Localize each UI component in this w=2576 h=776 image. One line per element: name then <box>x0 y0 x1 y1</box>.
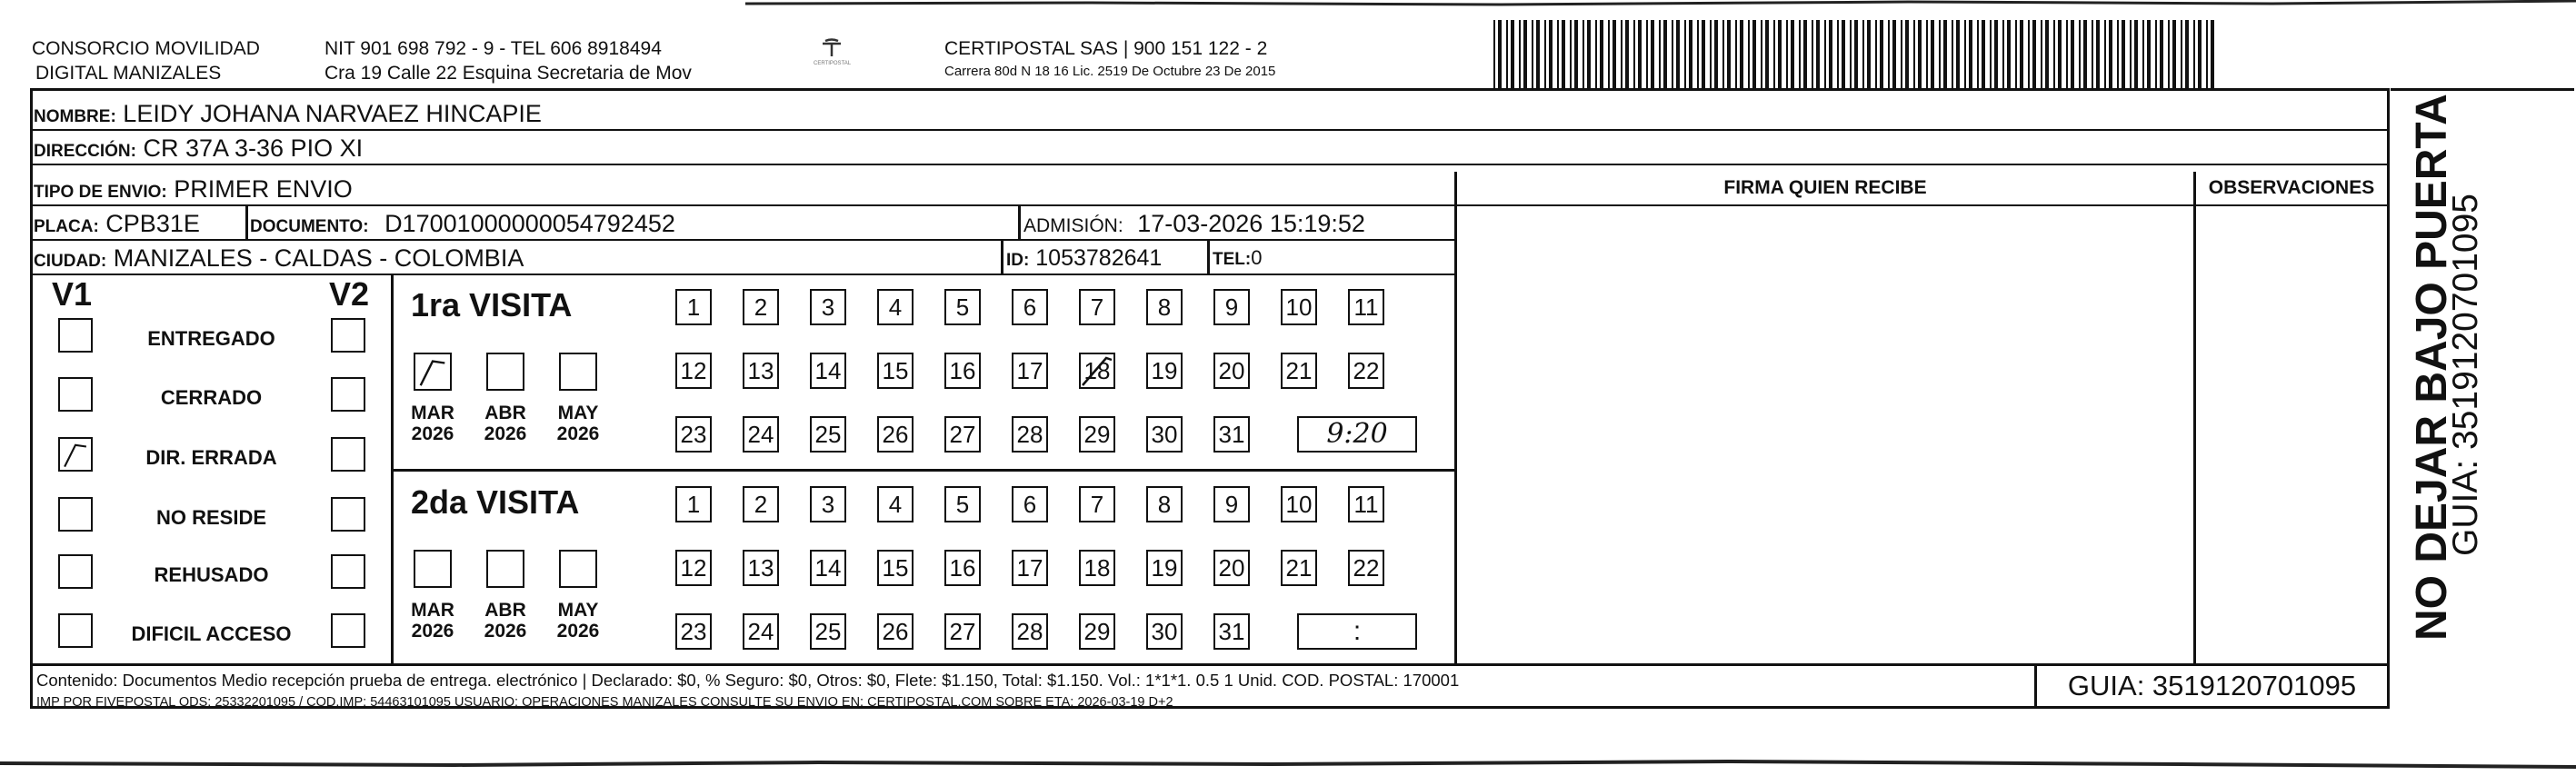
day-cell[interactable]: 28 <box>1012 613 1048 650</box>
day-cell[interactable]: 5 <box>944 289 981 325</box>
barcode-bar <box>2147 20 2151 88</box>
month-name: MAR <box>411 403 454 423</box>
barcode-bar <box>1862 20 1864 88</box>
barcode-bar <box>1532 20 1533 88</box>
barcode-bar <box>1875 20 1877 88</box>
day-cell[interactable]: 11 <box>1348 289 1384 325</box>
barcode-bar <box>1735 20 1737 88</box>
imp-text: IMP POR FIVEPOSTAL ODS: 25332201095 / COD.IMP: 54463101095 USUARIO: OPERACIONES MANIZALES CONSULTE SU ENVIO EN: CERTIPOSTAL.COM SOBRE ETA: 2026-03-19 D+2 <box>36 695 1173 710</box>
status-v2-checkbox[interactable] <box>331 437 365 472</box>
barcode-bar <box>1689 20 1692 88</box>
documento-field: DOCUMENTO: D17001000000054792452 <box>250 210 675 237</box>
barcode-bar <box>1676 20 1680 88</box>
courier-info <box>944 36 1275 79</box>
day-cell[interactable]: 20 <box>1213 550 1250 586</box>
day-cell[interactable]: 10 <box>1281 289 1317 325</box>
day-cell[interactable]: 6 <box>1012 486 1048 522</box>
day-cell[interactable]: 26 <box>877 416 914 453</box>
barcode-bar <box>2083 20 2087 88</box>
barcode-bar <box>1549 20 1553 88</box>
barcode-bar <box>1684 20 1686 88</box>
nit-line: NIT 901 698 792 - 9 - TEL 606 8918494 <box>324 38 662 59</box>
status-v2-checkbox[interactable] <box>331 377 365 412</box>
day-cell[interactable]: 13 <box>743 353 779 389</box>
month-checkbox[interactable] <box>559 550 597 588</box>
status-v1-checkbox[interactable] <box>58 613 93 648</box>
barcode-bar <box>1761 20 1762 88</box>
barcode-bar <box>1621 20 1622 88</box>
month-checkbox[interactable] <box>414 550 452 588</box>
consortium-line1: CONSORCIO MOVILIDAD <box>32 38 260 59</box>
firma-header: FIRMA QUIEN RECIBE <box>1457 172 2193 206</box>
barcode-bar <box>2155 20 2157 88</box>
barcode-bar <box>1625 20 1629 88</box>
day-cell[interactable]: 27 <box>944 416 981 453</box>
barcode-bar <box>1799 20 1801 88</box>
barcode-bar <box>1791 20 1794 88</box>
day-cell[interactable]: 31 <box>1213 613 1250 650</box>
barcode-bar <box>1905 20 1909 88</box>
observaciones-header: OBSERVACIONES <box>2196 172 2387 206</box>
top-edge <box>0 0 2576 9</box>
barcode-bar <box>2211 20 2214 88</box>
barcode-bar <box>2130 20 2132 88</box>
month-label <box>401 600 464 642</box>
barcode-bar <box>1506 20 1508 88</box>
barcode-bar <box>2058 20 2062 88</box>
status-option-label: NO RESIDE <box>155 506 267 529</box>
documento-value: D17001000000054792452 <box>384 210 675 237</box>
barcode-bar <box>1880 20 1883 88</box>
month-year: 2026 <box>411 621 454 642</box>
barcode-bar <box>1498 20 1502 88</box>
signature-area[interactable] <box>1457 206 2192 661</box>
barcode-bar <box>2015 20 2017 88</box>
day-cell[interactable]: 23 <box>675 613 712 650</box>
day-cell[interactable]: 15 <box>877 550 914 586</box>
day-cell[interactable]: 30 <box>1146 613 1183 650</box>
status-v1-checkbox[interactable] <box>58 377 93 412</box>
day-cell[interactable]: 14 <box>810 550 846 586</box>
side-guia: GUIA: 3519120701095 <box>2446 194 2485 556</box>
barcode-bar <box>2109 20 2112 88</box>
barcode-bar <box>1888 20 1890 88</box>
tel-value: 0 <box>1251 246 1263 269</box>
day-cell[interactable]: 18 <box>1079 550 1115 586</box>
day-cell[interactable]: 2 <box>743 486 779 522</box>
row-tipo: TIPO DE ENVIO: PRIMER ENVIO <box>30 172 1457 206</box>
month-checkbox[interactable] <box>486 353 524 391</box>
ciudad-value: MANIZALES - CALDAS - COLOMBIA <box>113 244 524 272</box>
day-cell[interactable]: 12 <box>675 353 712 389</box>
month-name: ABR <box>484 600 526 621</box>
month-name: MAY <box>557 403 599 423</box>
month-year: 2026 <box>484 621 527 642</box>
courier-line: CERTIPOSTAL SAS | 900 151 122 - 2 <box>944 38 1268 59</box>
barcode-bar <box>1511 20 1514 88</box>
day-cell[interactable]: 26 <box>877 613 914 650</box>
status-v2-checkbox[interactable] <box>331 497 365 532</box>
barcode-bar <box>1778 20 1782 88</box>
barcode-bar <box>1969 20 1972 88</box>
observations-area[interactable] <box>2196 206 2387 661</box>
divider-admision <box>1018 206 1021 241</box>
visit-title: 2da VISITA <box>411 483 580 521</box>
month-name: MAR <box>411 600 454 621</box>
consortium-contact <box>324 36 692 85</box>
nombre-value: LEIDY JOHANA NARVAEZ HINCAPIE <box>123 100 542 127</box>
barcode-bar <box>2045 20 2049 88</box>
day-cell[interactable]: 21 <box>1281 550 1317 586</box>
barcode-bar <box>1842 20 1845 88</box>
status-v1-checkbox[interactable] <box>58 318 93 353</box>
day-cell[interactable]: 7 <box>1079 486 1115 522</box>
day-cell[interactable]: 3 <box>810 486 846 522</box>
day-cell[interactable]: 20 <box>1213 353 1250 389</box>
day-cell[interactable]: 23 <box>675 416 712 453</box>
barcode-bar <box>1765 20 1769 88</box>
month-name: ABR <box>484 403 526 423</box>
visit-time-field[interactable]: 9:20 <box>1297 416 1417 453</box>
barcode-bar <box>1697 20 1699 88</box>
month-label <box>474 600 537 642</box>
side-warning: NO DEJAR BAJO PUERTA <box>2408 94 2456 641</box>
day-cell[interactable]: 16 <box>944 353 981 389</box>
barcode-bar <box>2117 20 2119 88</box>
row-placa: PLACA: CPB31E <box>30 206 1457 241</box>
day-cell[interactable]: 9 <box>1213 486 1250 522</box>
barcode-bar <box>1651 20 1654 88</box>
day-cell[interactable]: 12 <box>675 550 712 586</box>
barcode-bar <box>2172 20 2176 88</box>
barcode-bar <box>2198 20 2202 88</box>
barcode-bar <box>1943 20 1947 88</box>
barcode-bar <box>1562 20 1565 88</box>
day-cell[interactable]: 9 <box>1213 289 1250 325</box>
day-mark-icon <box>1079 353 1115 389</box>
month-name: MAY <box>557 600 599 621</box>
barcode-bar <box>1803 20 1807 88</box>
barcode-bar <box>1659 20 1661 88</box>
barcode-bar <box>2020 20 2023 88</box>
row-nombre: NOMBRE: LEIDY JOHANA NARVAEZ HINCAPIE <box>30 96 2390 131</box>
day-cell[interactable]: 11 <box>1348 486 1384 522</box>
admision-field: ADMISIÓN: 17-03-2026 15:19:52 <box>1023 210 1365 237</box>
barcode-bar <box>1824 20 1826 88</box>
barcode-bar <box>2028 20 2030 88</box>
barcode-bar <box>2193 20 2195 88</box>
barcode-bar <box>1587 20 1591 88</box>
month-checkbox[interactable] <box>559 353 597 391</box>
day-cell[interactable]: 13 <box>743 550 779 586</box>
status-v1-checkbox[interactable] <box>58 554 93 589</box>
status-v2-checkbox[interactable] <box>331 554 365 589</box>
day-cell[interactable]: 1 <box>675 486 712 522</box>
month-label <box>401 403 464 444</box>
address-line: Cra 19 Calle 22 Esquina Secretaria de Mov <box>324 63 692 84</box>
barcode-bar <box>2185 20 2189 88</box>
barcode-bar <box>1812 20 1813 88</box>
barcode-bar <box>1854 20 1858 88</box>
day-cell[interactable]: 15 <box>877 353 914 389</box>
barcode-bar <box>2142 20 2144 88</box>
day-cell[interactable]: 5 <box>944 486 981 522</box>
barcode-bar <box>1956 20 1960 88</box>
divider-placa <box>245 206 248 241</box>
divider-tel <box>1207 241 1210 275</box>
day-cell[interactable]: 8 <box>1146 486 1183 522</box>
barcode-bar <box>2092 20 2093 88</box>
barcode-bar <box>1752 20 1756 88</box>
day-cell[interactable]: 8 <box>1146 289 1183 325</box>
month-label <box>546 403 610 444</box>
day-cell[interactable]: 24 <box>743 613 779 650</box>
barcode-bar <box>2122 20 2125 88</box>
day-cell[interactable]: 16 <box>944 550 981 586</box>
barcode-bar <box>1786 20 1788 88</box>
barcode-bar <box>1722 20 1724 88</box>
barcode-bar <box>1727 20 1731 88</box>
barcode-bar <box>1982 20 1985 88</box>
barcode-bar <box>1990 20 1992 88</box>
barcode <box>1493 20 2221 88</box>
day-cell[interactable]: 1 <box>675 289 712 325</box>
barcode-bar <box>1493 20 1495 88</box>
barcode-bar <box>1964 20 1966 88</box>
footer-guia: GUIA: 3519120701095 <box>2067 670 2357 701</box>
status-option-label: ENTREGADO <box>147 327 275 350</box>
barcode-bar <box>2079 20 2081 88</box>
barcode-bar <box>1638 20 1642 88</box>
barcode-bar <box>1702 20 1705 88</box>
barcode-bar <box>1544 20 1546 88</box>
direccion-value: CR 37A 3-36 PIO XI <box>143 134 364 162</box>
barcode-bar <box>2053 20 2055 88</box>
courier-address: Carrera 80d N 18 16 Lic. 2519 De Octubre 23 De 2015 <box>944 64 1276 79</box>
barcode-bar <box>1952 20 1953 88</box>
barcode-bar <box>1600 20 1603 88</box>
barcode-bar <box>1523 20 1527 88</box>
barcode-bar <box>1748 20 1750 88</box>
barcode-bar <box>1710 20 1712 88</box>
tel-field: TEL:0 <box>1213 246 1263 269</box>
id-value: 1053782641 <box>1035 245 1163 271</box>
barcode-bar <box>1583 20 1584 88</box>
barcode-bar <box>1939 20 1941 88</box>
day-cell[interactable]: 25 <box>810 613 846 650</box>
day-cell[interactable]: 19 <box>1146 353 1183 389</box>
barcode-bar <box>1901 20 1902 88</box>
month-year: 2026 <box>556 423 600 444</box>
day-cell[interactable]: 21 <box>1281 353 1317 389</box>
barcode-bar <box>1994 20 1998 88</box>
month-year: 2026 <box>556 621 600 642</box>
barcode-bar <box>1633 20 1635 88</box>
status-v2-checkbox[interactable] <box>331 613 365 648</box>
id-field: ID: 1053782641 <box>1006 245 1163 271</box>
day-cell[interactable]: 4 <box>877 289 914 325</box>
barcode-bar <box>2066 20 2068 88</box>
divider-id <box>1001 241 1003 275</box>
barcode-bar <box>2002 20 2004 88</box>
consortium-line2: DIGITAL MANIZALES <box>35 63 222 84</box>
barcode-bar <box>1574 20 1578 88</box>
barcode-bar <box>1595 20 1597 88</box>
status-v1-checkbox[interactable] <box>58 437 93 472</box>
month-label <box>474 403 537 444</box>
barcode-bar <box>1646 20 1648 88</box>
barcode-bar <box>1816 20 1820 88</box>
status-v2-checkbox[interactable] <box>331 318 365 353</box>
barcode-bar <box>1829 20 1832 88</box>
barcode-bar <box>1867 20 1871 88</box>
divider-visits <box>393 469 1456 472</box>
day-cell[interactable]: 25 <box>810 416 846 453</box>
status-option-label: CERRADO <box>160 386 263 409</box>
bottom-edge <box>0 754 2576 776</box>
row-ciudad: CIUDAD: MANIZALES - CALDAS - COLOMBIA <box>30 241 1457 275</box>
barcode-bar <box>2181 20 2182 88</box>
barcode-bar <box>1850 20 1852 88</box>
row-direccion: DIRECCIÓN: CR 37A 3-36 PIO XI <box>30 131 2390 165</box>
day-cell[interactable]: 22 <box>1348 550 1384 586</box>
barcode-bar <box>2041 20 2042 88</box>
barcode-bar <box>1536 20 1540 88</box>
month-year: 2026 <box>411 423 454 444</box>
barcode-bar <box>2007 20 2011 88</box>
day-cell[interactable]: 10 <box>1281 486 1317 522</box>
barcode-bar <box>1557 20 1559 88</box>
barcode-bar <box>2071 20 2074 88</box>
barcode-bar <box>1931 20 1934 88</box>
day-cell[interactable]: 14 <box>810 353 846 389</box>
barcode-bar <box>1672 20 1673 88</box>
day-cell[interactable]: 18 <box>1079 353 1115 389</box>
frame-top-extension <box>2391 88 2574 91</box>
barcode-bar <box>1740 20 1743 88</box>
barcode-bar <box>1608 20 1610 88</box>
barcode-bar <box>2206 20 2208 88</box>
barcode-bar <box>2160 20 2163 88</box>
certipostal-logo: CERTIPOSTAL <box>814 38 850 66</box>
day-cell[interactable]: 22 <box>1348 353 1384 389</box>
barcode-bar <box>1977 20 1979 88</box>
barcode-bar <box>1714 20 1718 88</box>
day-cell[interactable]: 24 <box>743 416 779 453</box>
day-cell[interactable]: 29 <box>1079 416 1115 453</box>
month-label <box>546 600 610 642</box>
day-cell[interactable]: 29 <box>1079 613 1115 650</box>
barcode-bar <box>2104 20 2106 88</box>
day-cell[interactable]: 7 <box>1079 289 1115 325</box>
barcode-bar <box>1773 20 1775 88</box>
month-checkbox[interactable] <box>414 353 452 391</box>
barcode-bar <box>1663 20 1667 88</box>
day-cell[interactable]: 28 <box>1012 416 1048 453</box>
status-option-label: DIFICIL ACCESO <box>131 622 292 645</box>
barcode-bar <box>2096 20 2100 88</box>
check-mark-icon <box>60 439 91 470</box>
barcode-bar <box>1570 20 1572 88</box>
barcode-bar <box>2032 20 2036 88</box>
month-checkbox[interactable] <box>486 550 524 588</box>
consortium-name <box>32 36 260 85</box>
barcode-bar <box>2134 20 2138 88</box>
barcode-bar <box>2168 20 2170 88</box>
day-cell[interactable]: 19 <box>1146 550 1183 586</box>
v1-label: V1 <box>52 275 93 313</box>
day-cell[interactable]: 6 <box>1012 289 1048 325</box>
status-v1-checkbox[interactable] <box>58 497 93 532</box>
barcode-bar <box>1612 20 1616 88</box>
day-cell[interactable]: 3 <box>810 289 846 325</box>
v2-label: V2 <box>329 275 370 313</box>
visit-time-field[interactable]: : <box>1297 613 1417 650</box>
tipo-value: PRIMER ENVIO <box>174 175 353 203</box>
placa-value: CPB31E <box>105 210 200 237</box>
day-cell[interactable]: 31 <box>1213 416 1250 453</box>
status-option-label: DIR. ERRADA <box>145 446 277 469</box>
check-mark-icon <box>415 354 450 389</box>
day-cell[interactable]: 4 <box>877 486 914 522</box>
barcode-bar <box>1837 20 1839 88</box>
day-cell[interactable]: 17 <box>1012 550 1048 586</box>
barcode-bar <box>1926 20 1928 88</box>
visit-title: 1ra VISITA <box>411 286 573 323</box>
admision-value: 17-03-2026 15:19:52 <box>1137 210 1365 237</box>
day-cell[interactable]: 17 <box>1012 353 1048 389</box>
day-cell[interactable]: 2 <box>743 289 779 325</box>
day-cell[interactable]: 27 <box>944 613 981 650</box>
day-cell[interactable]: 30 <box>1146 416 1183 453</box>
status-option-label: REHUSADO <box>154 563 269 586</box>
barcode-bar <box>1918 20 1922 88</box>
contenido-text: Contenido: Documentos Medio recepción prueba de entrega. electrónico | Declarado: $0, % Seguro: $0, Otros: $0, Flete: $1.150, Total: $1.150. Vol.: 1*1*1. 0.5 1 Unid. COD. POSTAL: 170001 <box>36 671 1460 690</box>
month-year: 2026 <box>484 423 527 444</box>
barcode-bar <box>1892 20 1896 88</box>
barcode-bar <box>1519 20 1521 88</box>
barcode-bar <box>1913 20 1915 88</box>
